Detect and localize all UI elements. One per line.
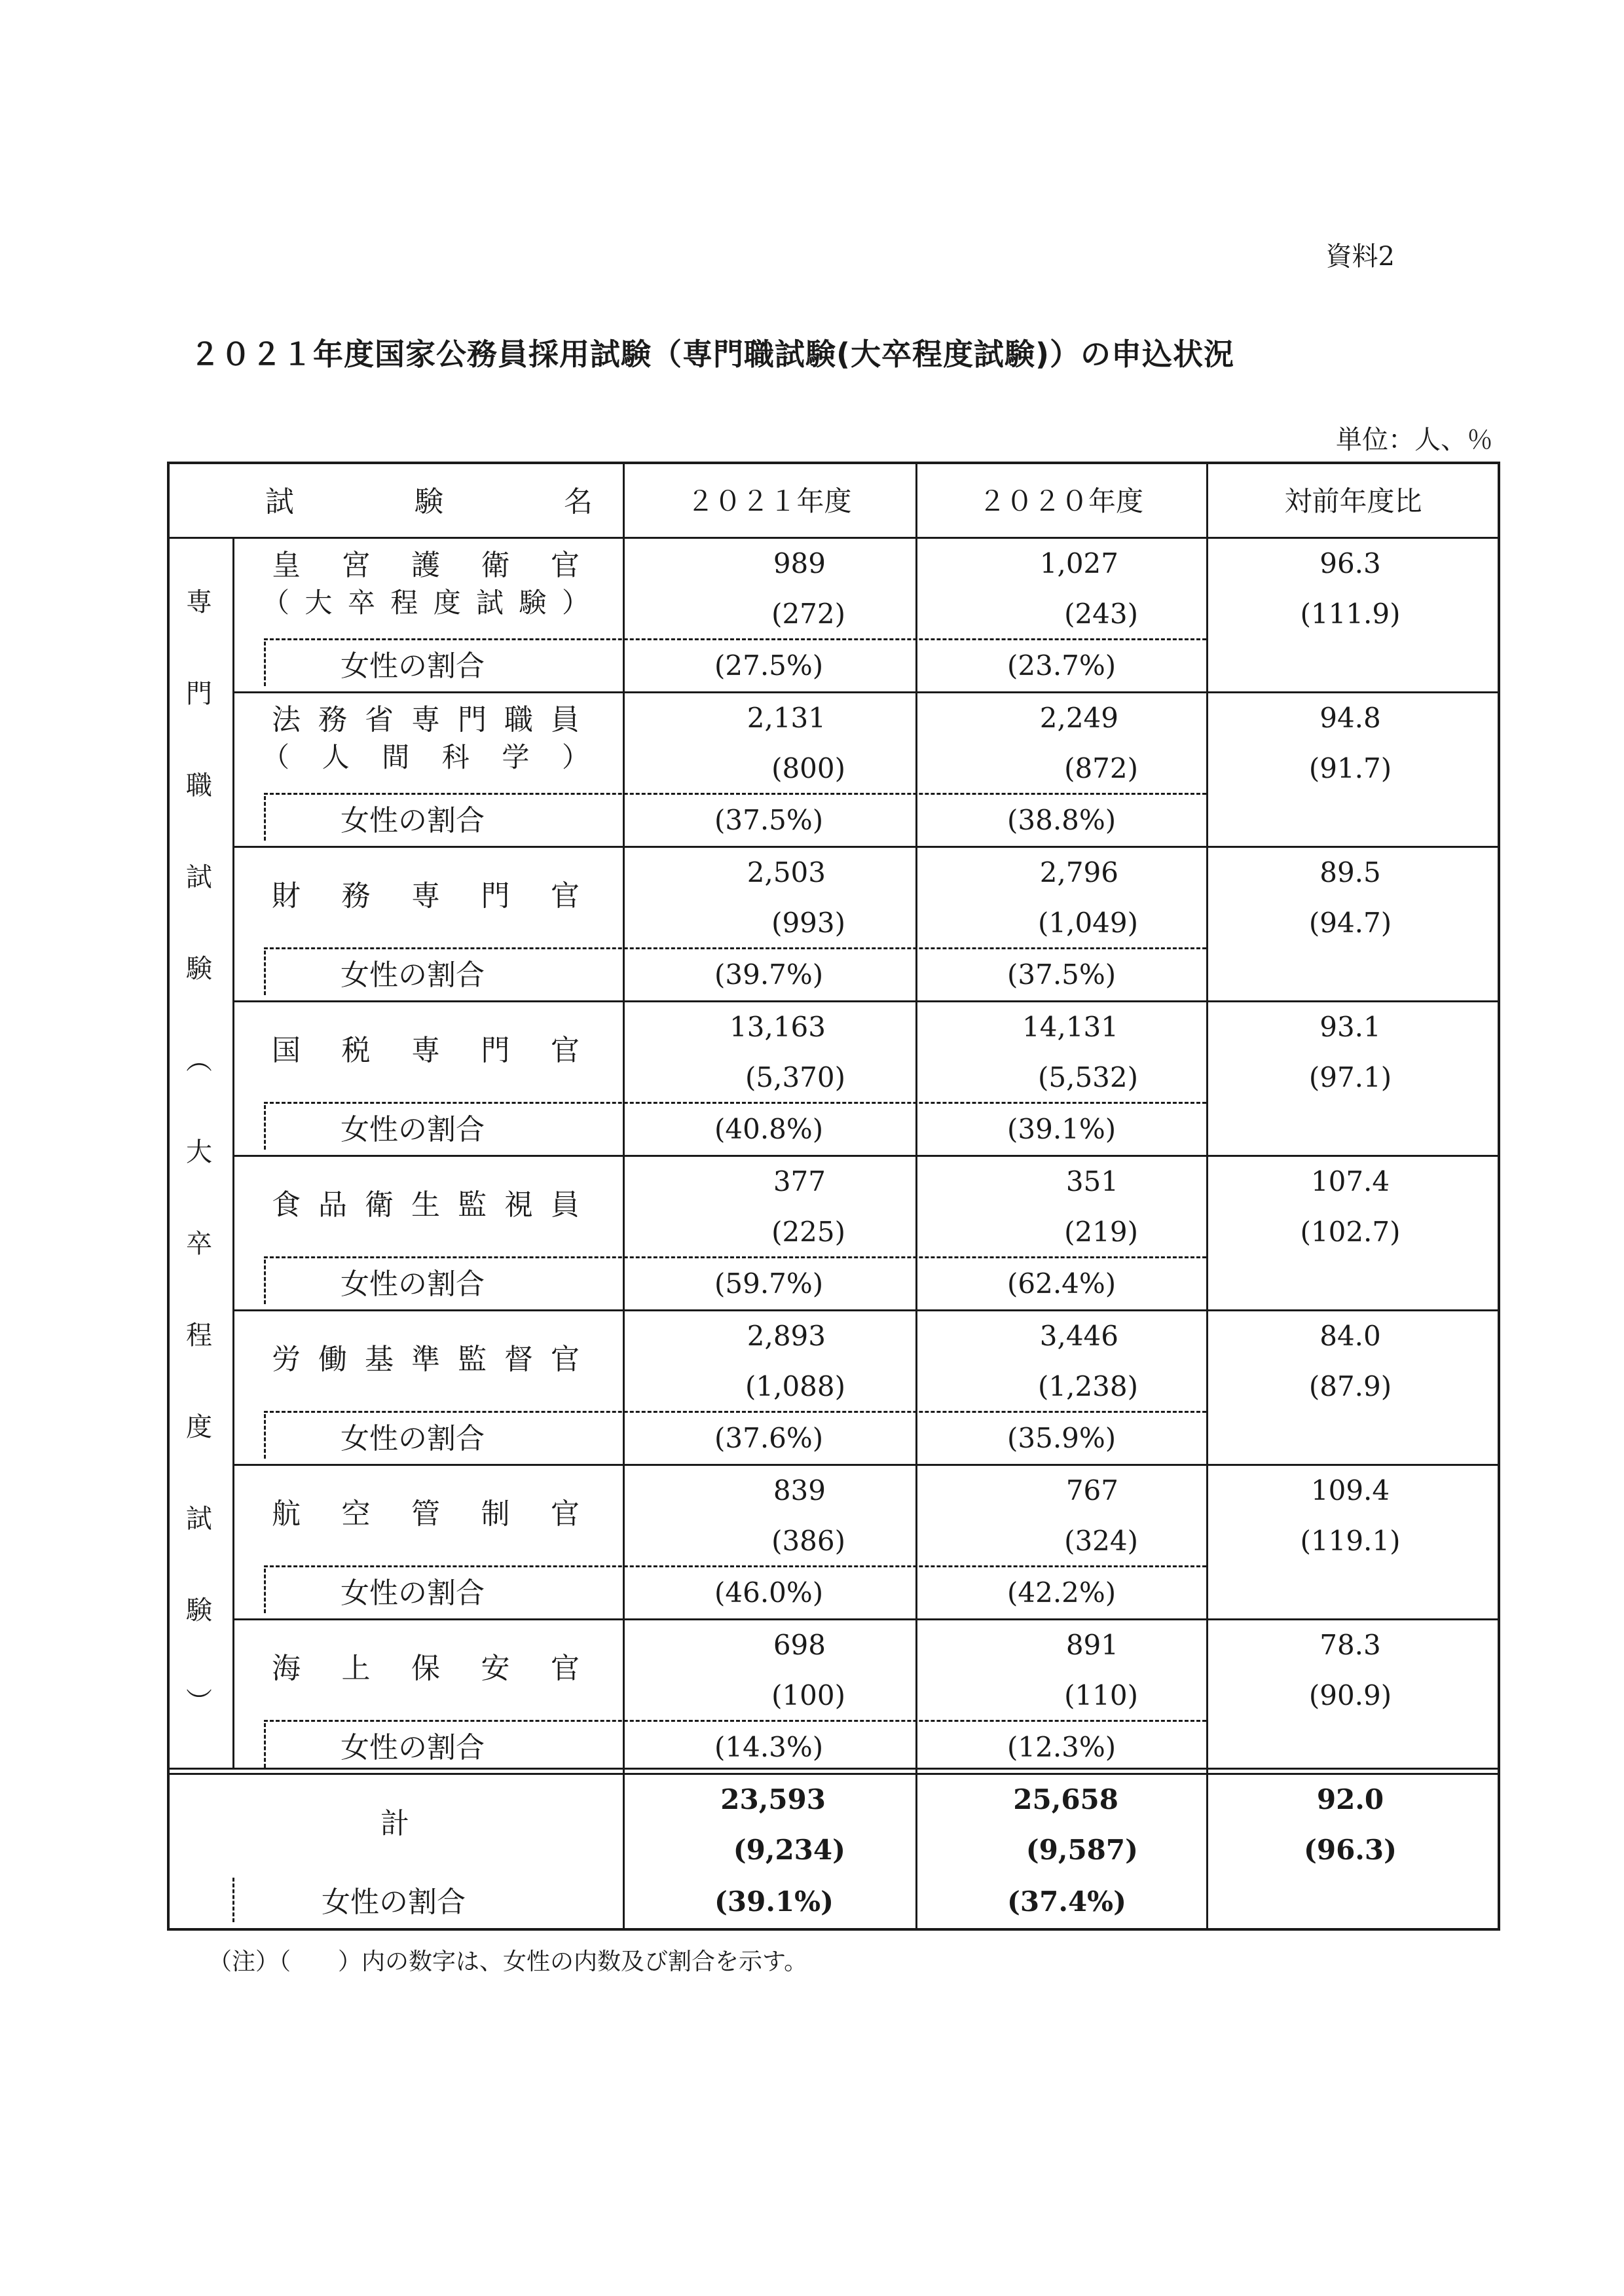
exam-name: 法務省専門職員 — [272, 703, 580, 737]
header-fy2020: ２０２０年度 — [978, 485, 1143, 517]
col-rule — [623, 462, 625, 1931]
total-yoy-ratio-female: (96.3) — [1303, 1834, 1397, 1866]
page-title: ２０２１年度国家公務員採用試験（専門職試験(大卒程度試験)）の申込状況 — [190, 337, 1235, 372]
exam-name: 財務専門官 — [272, 879, 580, 913]
header-rule — [167, 537, 1500, 539]
female-ratio-label: 女性の割合 — [341, 958, 485, 992]
female-applicants-2021: (5,370) — [745, 1061, 845, 1093]
yoy-ratio-female: (90.9) — [1308, 1679, 1392, 1711]
group-label-char: 卒 — [186, 1229, 212, 1259]
exam-name: 海上保安官 — [272, 1652, 580, 1685]
applicants-2021: 2,503 — [747, 856, 826, 888]
yoy-ratio: 94.8 — [1320, 702, 1381, 734]
female-ratio-label: 女性の割合 — [341, 1422, 485, 1455]
group-label-char: ︶ — [186, 1687, 212, 1717]
row-dashed-tick — [264, 1414, 266, 1459]
female-applicants-2021: (225) — [771, 1216, 845, 1248]
total-dashed-tick — [232, 1878, 234, 1922]
female-ratio-2020: (37.5%) — [1007, 958, 1116, 991]
exam-name: 食品衛生監視員 — [272, 1188, 580, 1222]
female-applicants-2021: (272) — [771, 598, 845, 630]
female-ratio-2021: (27.5%) — [714, 649, 824, 682]
footnote: （注）（ ）内の数字は、女性の内数及び割合を示す。 — [208, 1948, 808, 1975]
group-label-char: 験 — [186, 954, 212, 984]
header-ratio: 対前年度比 — [1284, 485, 1422, 517]
female-ratio-2021: (37.5%) — [714, 804, 824, 836]
total-rule — [167, 1768, 1500, 1770]
female-ratio-label: 女性の割合 — [341, 649, 485, 683]
yoy-ratio: 107.4 — [1310, 1165, 1390, 1197]
row-dashed-tick — [264, 1260, 266, 1304]
row-dashed-tick — [264, 1569, 266, 1613]
female-ratio-2021: (37.6%) — [714, 1422, 824, 1454]
group-label-char: 専 — [186, 587, 212, 617]
female-applicants-2020: (324) — [1064, 1525, 1138, 1557]
applicants-2020: 2,796 — [1039, 856, 1118, 888]
group-label-char: 大 — [186, 1137, 212, 1167]
yoy-ratio-female: (111.9) — [1300, 598, 1401, 630]
total-rule — [167, 1773, 1500, 1775]
group-label-char: 程 — [186, 1321, 212, 1351]
yoy-ratio-female: (94.7) — [1308, 907, 1392, 939]
yoy-ratio-female: (119.1) — [1300, 1525, 1401, 1557]
female-ratio-label: 女性の割合 — [341, 1731, 485, 1764]
row-dashed-rule — [264, 1256, 1206, 1258]
row-dashed-rule — [264, 947, 1206, 949]
exam-name-sub: （大卒程度試験） — [262, 587, 589, 619]
female-ratio-2020: (35.9%) — [1007, 1422, 1116, 1454]
yoy-ratio: 78.3 — [1320, 1629, 1381, 1661]
female-applicants-2020: (872) — [1064, 752, 1138, 784]
female-ratio-label: 女性の割合 — [341, 1267, 485, 1301]
total-yoy-ratio: 92.0 — [1316, 1783, 1384, 1815]
total-female-2020: (9,587) — [1025, 1834, 1138, 1866]
group-label-char: 試 — [186, 862, 212, 892]
exam-name: 労働基準監督官 — [272, 1343, 580, 1376]
applicants-2021: 377 — [773, 1165, 826, 1197]
female-ratio-2020: (42.2%) — [1007, 1576, 1116, 1609]
total-female-ratio-2020: (37.4%) — [1007, 1886, 1126, 1918]
row-dashed-tick — [264, 642, 266, 686]
applicants-2020: 1,027 — [1039, 547, 1118, 579]
female-applicants-2021: (1,088) — [745, 1370, 845, 1402]
group-label-char: 門 — [186, 679, 212, 709]
group-label-char: 試 — [186, 1504, 212, 1534]
group-rule — [232, 537, 234, 1769]
female-applicants-2021: (100) — [771, 1679, 845, 1711]
row-dashed-tick — [264, 1723, 266, 1768]
applicants-2021: 989 — [773, 547, 826, 579]
female-applicants-2020: (1,238) — [1037, 1370, 1138, 1402]
female-ratio-label: 女性の割合 — [341, 804, 485, 837]
row-dashed-rule — [264, 1411, 1206, 1413]
row-dashed-rule — [264, 638, 1206, 640]
female-applicants-2020: (243) — [1064, 598, 1138, 630]
female-ratio-2020: (39.1%) — [1007, 1113, 1116, 1145]
total-female-ratio-label: 女性の割合 — [322, 1886, 466, 1919]
yoy-ratio: 96.3 — [1320, 547, 1381, 579]
col-rule — [1206, 462, 1208, 1931]
yoy-ratio: 84.0 — [1320, 1320, 1381, 1352]
row-dashed-rule — [264, 1720, 1206, 1722]
header-fy2021: ２０２１年度 — [686, 485, 852, 517]
header-exam-name: 試 験 名 — [265, 485, 593, 519]
applicants-2020: 2,249 — [1039, 702, 1118, 734]
female-ratio-2021: (39.7%) — [714, 958, 824, 991]
female-applicants-2021: (386) — [771, 1525, 845, 1557]
exam-name-sub: （人間科学） — [262, 741, 589, 773]
applicants-2020: 767 — [1065, 1474, 1118, 1506]
female-ratio-2020: (38.8%) — [1007, 804, 1116, 836]
applicants-2021: 13,163 — [729, 1011, 826, 1043]
yoy-ratio: 109.4 — [1310, 1474, 1390, 1506]
yoy-ratio-female: (91.7) — [1308, 752, 1392, 784]
female-applicants-2020: (219) — [1064, 1216, 1138, 1248]
row-rule — [232, 1618, 1500, 1620]
row-rule — [232, 1155, 1500, 1157]
row-dashed-tick — [264, 951, 266, 995]
total-applicants-2020: 25,658 — [1013, 1783, 1118, 1815]
group-label-char: 職 — [186, 771, 212, 801]
applicants-2020: 3,446 — [1039, 1320, 1118, 1352]
yoy-ratio-female: (97.1) — [1308, 1061, 1392, 1093]
exam-name: 航空管制官 — [272, 1497, 580, 1531]
group-label-char: 験 — [186, 1595, 212, 1626]
exam-name: 皇宮護衛官 — [272, 549, 580, 582]
applicants-2020: 351 — [1065, 1165, 1118, 1197]
exam-name: 国税専門官 — [272, 1034, 580, 1067]
row-rule — [232, 1464, 1500, 1466]
col-rule — [915, 462, 917, 1931]
female-ratio-label: 女性の割合 — [341, 1576, 485, 1610]
female-applicants-2021: (993) — [771, 907, 845, 939]
total-female-ratio-2021: (39.1%) — [714, 1886, 834, 1918]
applicants-2021: 2,131 — [747, 702, 826, 734]
total-applicants-2021: 23,593 — [720, 1783, 826, 1815]
female-applicants-2021: (800) — [771, 752, 845, 784]
female-applicants-2020: (5,532) — [1037, 1061, 1138, 1093]
row-rule — [232, 691, 1500, 693]
yoy-ratio-female: (102.7) — [1300, 1216, 1401, 1248]
row-rule — [232, 1000, 1500, 1002]
female-ratio-2020: (62.4%) — [1007, 1267, 1116, 1300]
group-label-char: 度 — [186, 1412, 212, 1442]
female-ratio-2021: (14.3%) — [714, 1731, 824, 1763]
row-rule — [232, 1309, 1500, 1311]
female-applicants-2020: (1,049) — [1037, 907, 1138, 939]
applicants-2020: 891 — [1065, 1629, 1118, 1661]
applicants-2021: 839 — [773, 1474, 826, 1506]
yoy-ratio: 93.1 — [1320, 1011, 1381, 1043]
female-applicants-2020: (110) — [1064, 1679, 1138, 1711]
row-dashed-tick — [264, 796, 266, 841]
row-dashed-rule — [264, 1102, 1206, 1104]
applicants-2021: 698 — [773, 1629, 826, 1661]
female-ratio-2020: (23.7%) — [1007, 649, 1116, 682]
female-ratio-2021: (40.8%) — [714, 1113, 824, 1145]
female-ratio-2021: (59.7%) — [714, 1267, 824, 1300]
document-reference: 資料2 — [1325, 242, 1395, 272]
total-female-2021: (9,234) — [733, 1834, 845, 1866]
group-label-char: ︵ — [186, 1046, 212, 1076]
yoy-ratio-female: (87.9) — [1308, 1370, 1392, 1402]
row-dashed-rule — [264, 793, 1206, 795]
total-label: 計 — [380, 1807, 409, 1840]
unit-label: 単位：人、％ — [1336, 425, 1493, 455]
female-ratio-2020: (12.3%) — [1007, 1731, 1116, 1763]
row-rule — [232, 846, 1500, 848]
female-ratio-2021: (46.0%) — [714, 1576, 824, 1609]
applicants-2021: 2,893 — [747, 1320, 826, 1352]
row-dashed-tick — [264, 1105, 266, 1150]
applicants-2020: 14,131 — [1022, 1011, 1118, 1043]
applications-table — [167, 462, 1500, 1931]
female-ratio-label: 女性の割合 — [341, 1113, 485, 1146]
yoy-ratio: 89.5 — [1320, 856, 1381, 888]
row-dashed-rule — [264, 1565, 1206, 1567]
